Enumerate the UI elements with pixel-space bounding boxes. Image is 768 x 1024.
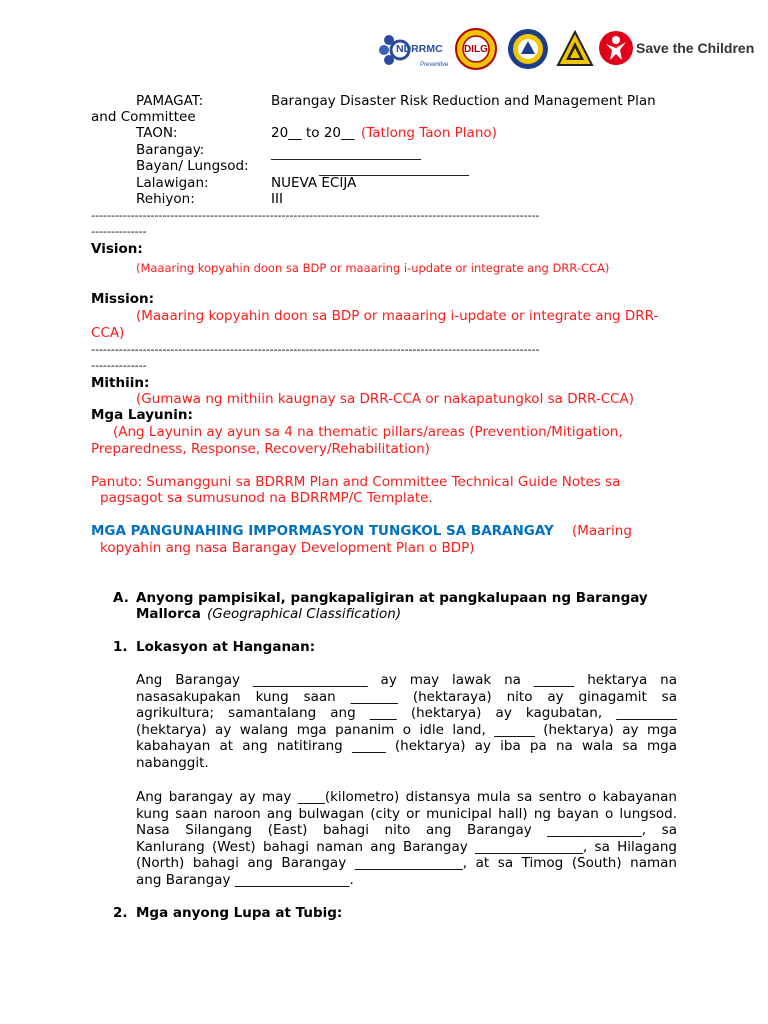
save-the-children-text: Save the Children [636, 40, 755, 56]
paragraph-line: Nasa Silangang (East) bahagi nito ang Barangay ______________, sa [136, 822, 677, 838]
item-1-title: Lokasyon at Hanganan: [136, 639, 316, 655]
paragraph-line: (North) bahagi ang Barangay ________________, at sa Timog (South) naman [136, 855, 677, 871]
ocd-seal-logo [507, 28, 549, 70]
taon-label: TAON: [136, 125, 178, 141]
item-2-title: Mga anyong Lupa at Tubig: [136, 905, 343, 921]
item-1-paragraph-2 [136, 789, 677, 888]
rehiyon-label: Rehiyon: [136, 191, 195, 207]
triangle-logo-graphic [556, 30, 594, 68]
paragraph-line: nabanggit. [136, 754, 209, 771]
mission-note-line1: (Maaaring kopyahin doon sa BDP or maaaring i-update or integrate ang DRR- [136, 308, 659, 324]
dilg-logo-text: DILG [464, 44, 488, 55]
impormasyon-note-line2: kopyahin ang nasa Barangay Development Plan o BDP) [100, 540, 475, 556]
pamagat-label: PAMAGAT: [136, 93, 204, 109]
mission-note-line2: CCA) [91, 325, 125, 341]
separator-line-2-tail: -------------- [91, 359, 147, 372]
vision-heading: Vision: [91, 241, 143, 257]
dilg-logo [455, 28, 497, 70]
pamagat-value: Barangay Disaster Risk Reduction and Management Plan [271, 93, 656, 109]
lalawigan-value: NUEVA ECIJA [271, 175, 357, 191]
separator-line-2: ----------------------------------------------------------------------------------------------------------------- [91, 343, 540, 356]
item-1-paragraph-1 [136, 672, 677, 771]
section-a-marker: A. [113, 590, 129, 606]
paragraph-line: ang Barangay _________________. [136, 871, 354, 888]
barangay-blank: _________________________ [271, 146, 421, 160]
barangay-label: Barangay: [136, 142, 205, 158]
save-the-children-emblem [598, 30, 634, 66]
mithiin-heading: Mithiin: [91, 375, 150, 391]
taon-note: (Tatlong Taon Plano) [361, 125, 497, 141]
bayan-label: Bayan/ Lungsod: [136, 158, 249, 174]
layunin-heading: Mga Layunin: [91, 407, 193, 423]
paragraph-line: Kanlurang (West) bahagi naman ang Barangay ________________, sa Hilagang [136, 838, 677, 855]
separator-line-tail: -------------- [91, 225, 147, 238]
paragraph-line: nasasakupakan kung saan _______ (hektaraya) nito ay ginagamit sa [136, 688, 677, 705]
mission-heading: Mission: [91, 291, 155, 307]
separator-line: ----------------------------------------------------------------------------------------------------------------- [91, 209, 540, 222]
ndrrmc-logo-text: NDRRMC [396, 43, 443, 55]
taon-value: 20__ to 20__ [271, 125, 355, 141]
mithiin-note: (Gumawa ng mithiin kaugnay sa DRR-CCA or nakapatungkol sa DRR-CCA) [136, 391, 635, 407]
paragraph-line: kabahayan at ang natitirang _____ (hektarya) ay iba pa na wala sa mga [136, 738, 677, 754]
impormasyon-heading: MGA PANGUNAHING IMPORMASYON TUNGKOL SA BARANGAY [91, 523, 554, 539]
paragraph-line: (hektarya) ay walang mga pananim o idle land, ______ (hektarya) ay mga [136, 721, 677, 738]
lalawigan-label: Lalawigan: [136, 175, 209, 191]
paragraph-line: kung saan naroon ang bulwagan (city or municipal hall) ng bayan o lungsod. [136, 805, 677, 822]
layunin-note-line2: Preparedness, Response, Recovery/Rehabilitation) [91, 441, 430, 457]
pamagat-continuation: and Committee [91, 109, 196, 125]
ndrrmc-logo [376, 28, 448, 72]
item-2-marker: 2. [113, 905, 128, 921]
section-a-title-line2: Mallorca [136, 606, 201, 622]
section-a-title-line1: Anyong pampisikal, pangkapaligiran at pangkalupaan ng Barangay [136, 590, 648, 606]
panuto-line2: pagsagot sa sumusunod na BDRRMP/C Template. [100, 490, 433, 506]
vision-note: (Maaaring kopyahin doon sa BDP or maaaring i-update or integrate ang DRR-CCA) [136, 261, 610, 275]
section-a-title-note: (Geographical Classification) [207, 606, 402, 622]
paragraph-line: agrikultura; samantalang ang ____ (hektarya) ay kagubatan, _________ [136, 705, 677, 721]
ndrrmc-logo-subtext: Preventive [420, 62, 449, 68]
bayan-blank: _________________________ [319, 162, 469, 176]
triangle-logo [556, 30, 594, 68]
item-1-marker: 1. [113, 639, 128, 655]
paragraph-line: Ang barangay ay may ____(kilometro) distansya mula sa sentro o kabayanan [136, 789, 677, 805]
panuto-line1: Panuto: Sumangguni sa BDRRM Plan and Committee Technical Guide Notes sa [91, 474, 621, 490]
paragraph-line: Ang Barangay _________________ ay may lawak na ______ hektarya na [136, 672, 677, 688]
ocd-seal-graphic [507, 28, 549, 70]
layunin-note-line1: (Ang Layunin ay ayun sa 4 na thematic pillars/areas (Prevention/Mitigation, [113, 424, 623, 440]
save-the-children-logo [598, 30, 753, 68]
rehiyon-value: III [271, 191, 283, 207]
impormasyon-note-line1: (Maaring [572, 523, 632, 539]
